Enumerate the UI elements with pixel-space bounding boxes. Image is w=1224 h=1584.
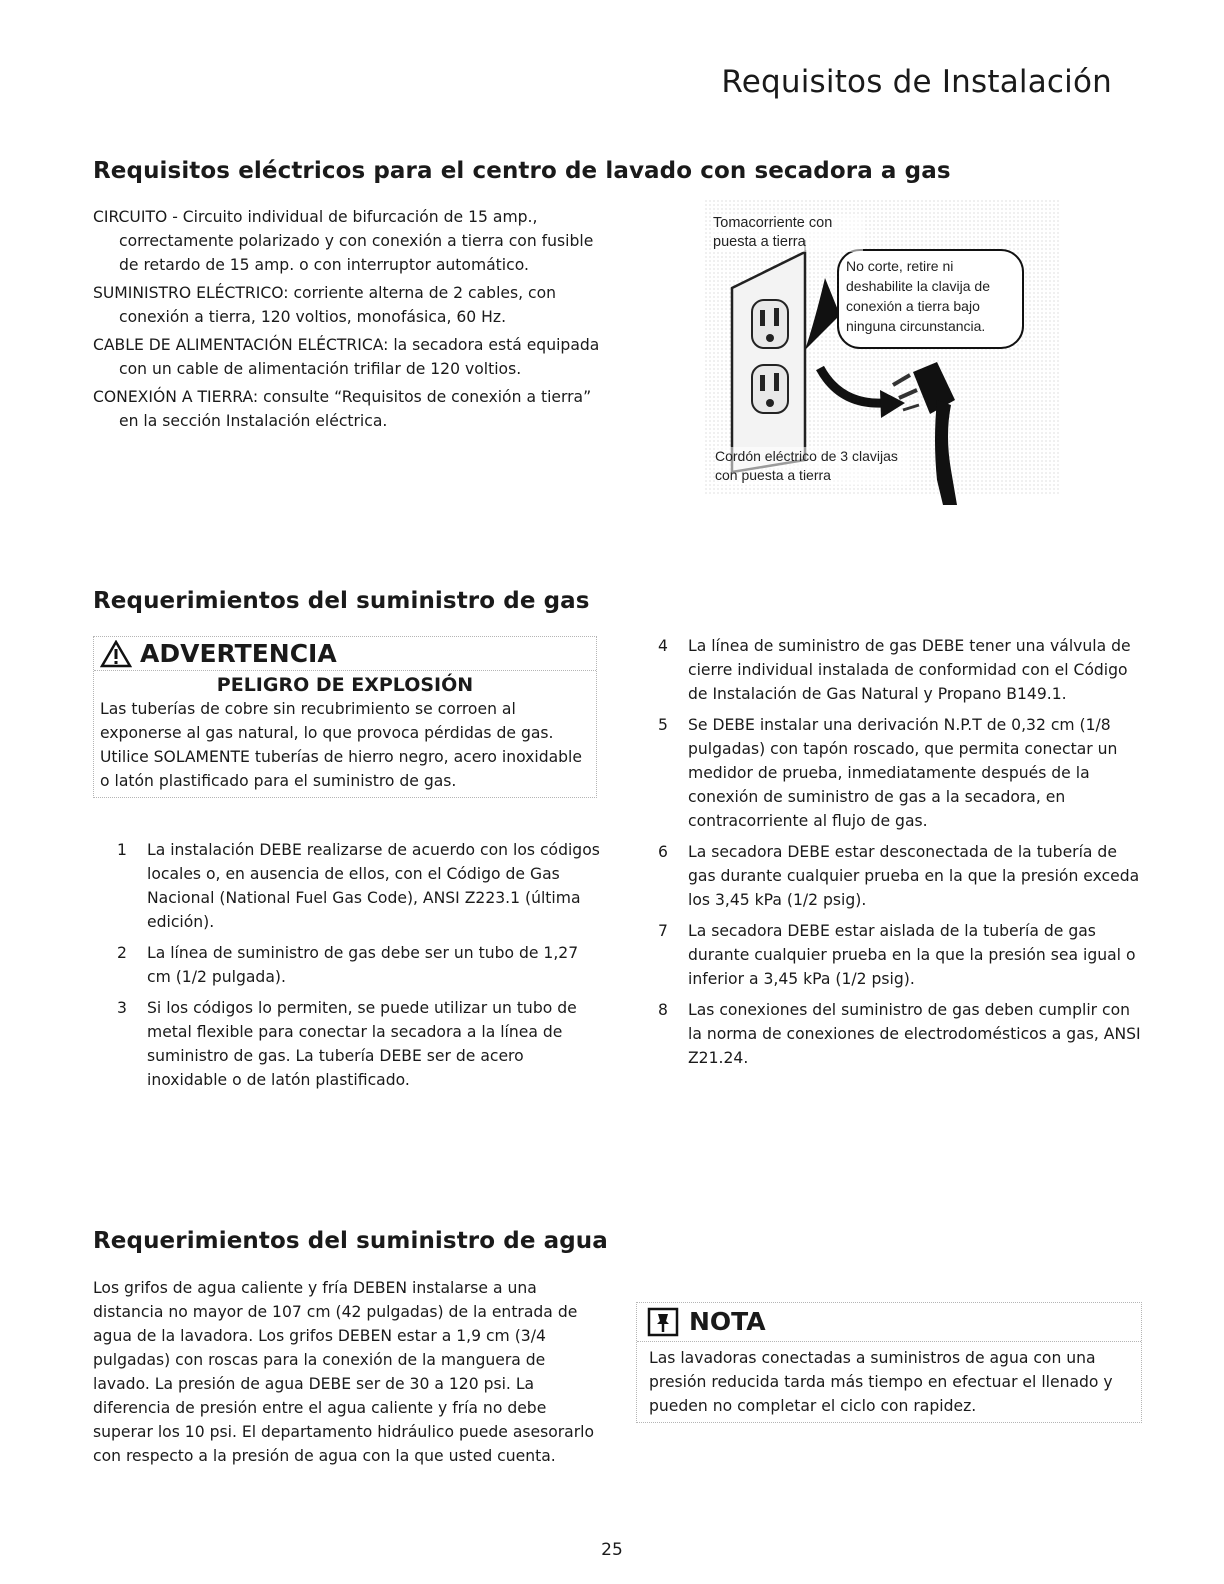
warning-header	[94, 637, 596, 671]
warning-title: ADVERTENCIA	[140, 639, 337, 668]
warning-subtitle: PELIGRO DE EXPLOSIÓN	[216, 674, 474, 696]
upper-receptacle	[752, 300, 788, 348]
note-header	[637, 1303, 1141, 1342]
list-item: 7 La secadora DEBE estar aislada de la tubería de gas durante cualquier prueba en la que la presión sea igual o inferior a 3,45 kPa (1/2 psig).	[658, 922, 1136, 988]
note-title: NOTA	[689, 1307, 766, 1336]
grounding-paragraph: CONEXIÓN A TIERRA: consulte “Requisitos de conexión a tierra” en la sección Instalación eléctrica.	[93, 388, 592, 430]
list-item: 8 Las conexiones del suministro de gas deben cumplir con la norma de conexiones de electrodomésticos a gas, ANSI Z21.24.	[658, 1001, 1141, 1067]
warning-box	[93, 636, 597, 798]
outlet-figure	[705, 200, 1060, 510]
list-item: 4 La línea de suministro de gas DEBE tener una válvula de cierre individual instalada de conformidad con el Código de Instalación de Gas Natural y Propano B149.1.	[658, 637, 1131, 703]
cord-label: Cordón eléctrico de 3 clavijas con puesta a tierra	[715, 447, 910, 485]
warning-triangle-icon	[100, 640, 132, 668]
list-item: 3 Si los códigos lo permiten, se puede utilizar un tubo de metal flexible para conectar la secadora a la línea de suministro de gas. La tubería DEBE ser de acero inoxidable o de latón plastificado.	[117, 999, 577, 1089]
note-body: Las lavadoras conectadas a suministros de agua con una presión reducida tarda más tiempo en efectuar el llenado y pueden no completar el ciclo con rapidez.	[649, 1349, 1113, 1415]
gas-list-left	[117, 838, 602, 1099]
power-supply-paragraph: SUMINISTRO ELÉCTRICO: corriente alterna de 2 cables, con conexión a tierra, 120 voltios, monofásica, 60 Hz.	[93, 284, 557, 326]
gas-heading: Requerimientos del suministro de gas	[93, 588, 590, 614]
power-cable-paragraph: CABLE DE ALIMENTACIÓN ELÉCTRICA: la secadora está equipada con un cable de alimentación trifilar de 120 voltios.	[93, 336, 600, 378]
warning-body: Las tuberías de cobre sin recubrimiento se corroen al exponerse al gas natural, lo que provoca pérdidas de gas. Utilice SOLAMENTE tuberías de hierro negro, acero inoxidable o latón plastificado para el suministro de gas.	[100, 700, 582, 790]
list-item: 1 La instalación DEBE realizarse de acuerdo con los códigos locales o, en ausencia de ellos, con el Código de Gas Nacional (National Fuel Gas Code), ANSI Z223.1 (última edición).	[117, 841, 600, 931]
list-item: 5 Se DEBE instalar una derivación N.P.T de 0,32 cm (1/8 pulgadas) con tapón roscado, que permita conectar un medidor de prueba, inmediatamente después de la conexión de suministro de gas a la secadora, en contracorriente al flujo de gas.	[658, 716, 1118, 830]
grounding-callout: No corte, retire ni deshabilite la clavija de conexión a tierra bajo ninguna circunstancia.	[846, 258, 990, 334]
pushpin-icon	[647, 1307, 679, 1337]
wall-plate	[732, 252, 805, 472]
water-heading: Requerimientos del suministro de agua	[93, 1228, 608, 1254]
electrical-paragraphs	[93, 205, 608, 437]
lower-receptacle	[752, 365, 788, 413]
list-item: 2 La línea de suministro de gas debe ser un tubo de 1,27 cm (1/2 pulgada).	[117, 944, 579, 986]
circuit-paragraph: CIRCUITO - Circuito individual de bifurcación de 15 amp., correctamente polarizado y con conexión a tierra con fusible de retardo de 15 amp. o con interruptor automático.	[93, 208, 594, 274]
gas-list-right	[658, 634, 1148, 1077]
note-box	[636, 1302, 1142, 1423]
page-number: 25	[601, 1540, 623, 1560]
water-body: Los grifos de agua caliente y fría DEBEN instalarse a una distancia no mayor de 107 cm (42 pulgadas) de la entrada de agua de la lavadora. Los grifos DEBEN estar a 1,9 cm (3/4 pulgadas) con roscas para la conexión de la manguera de lavado. La presión de agua DEBE ser de 30 a 120 psi. La diferencia de presión entre el agua caliente y fría no debe superar los 10 psi. El departamento hidráulico puede asesorarlo con respecto a la presión de agua con la que usted cuenta.	[93, 1279, 595, 1465]
page-title: Requisitos de Instalación	[721, 64, 1112, 100]
electrical-heading: Requisitos eléctricos para el centro de lavado con secadora a gas	[93, 158, 951, 184]
outlet-label: Tomacorriente con puesta a tierra	[713, 214, 863, 252]
list-item: 6 La secadora DEBE estar desconectada de la tubería de gas durante cualquier prueba en la que la presión exceda los 3,45 kPa (1/2 psig).	[658, 843, 1140, 909]
